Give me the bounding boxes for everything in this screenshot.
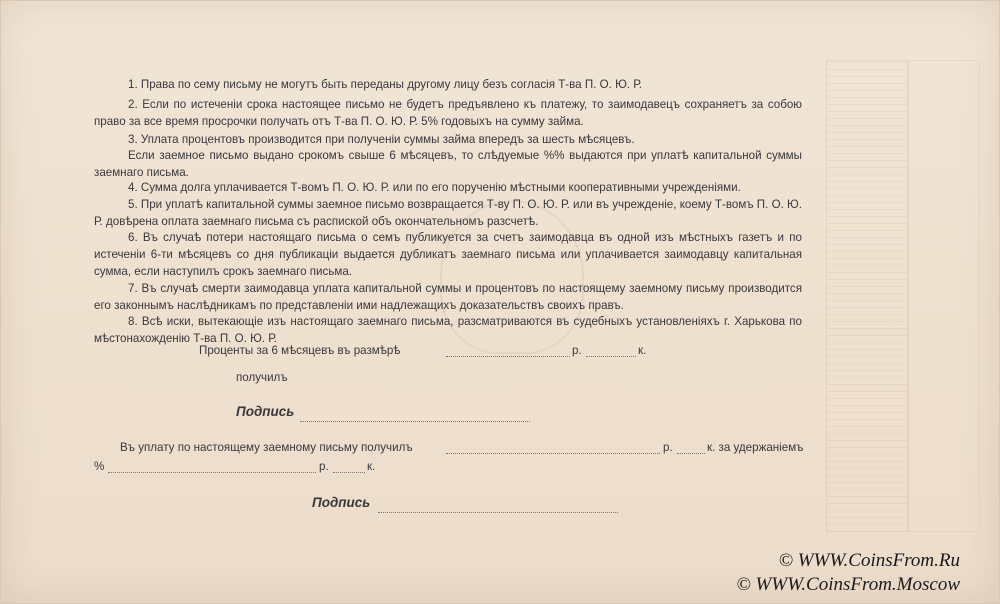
watermark-coinsfrom-moscow: © WWW.CoinsFrom.Moscow: [736, 574, 960, 595]
percent-kop-label: к.: [367, 460, 376, 473]
signature2-label: Подпись: [312, 495, 371, 510]
payment-kop-retained-label: к. за удержаніемъ: [707, 441, 804, 454]
ghost-border-strip-outer: [908, 60, 980, 532]
signature-label: Подпись: [236, 404, 295, 419]
payment-kop-blank: [677, 452, 705, 454]
signature2-blank: [378, 511, 618, 513]
clause-5: 5. При уплатѣ капитальной суммы заемное письмо возвращается Т-ву П. О. Ю. Р. или въ учрежденіе, коему Т-вомъ П. О. Ю. Р. довѣрена оплата заемнаго письма съ распиской объ окончательномъ разсчетѣ.: [94, 198, 802, 229]
percent-kop-blank: [333, 471, 365, 473]
payment-rub-blank: [446, 452, 660, 454]
percent-sign: %: [94, 460, 105, 473]
interest-rub-blank: [446, 355, 570, 357]
clause-6: 6. Въ случаѣ потери настоящаго письма о семъ публикуется за счетъ заимодавца въ одной изъ мѣстныхъ газетъ и по истеченіи 6-ти мѣсяцевъ со дня публикаціи выдается дубликатъ заемнаго письма или уплачивается заимодавцу капитальная сумма, если наступилъ срокъ заемнаго письма.: [94, 231, 802, 279]
payment-rub-label: р.: [663, 441, 673, 454]
clause-2: 2. Если по истеченіи срока настоящее письмо не будетъ предъявлено къ платежу, то заимодавецъ сохраняетъ за собою право за все время просрочки получать отъ Т-ва П. О. Ю. Р. 5% годовыхъ на сумму займа.: [94, 98, 802, 129]
interest-kop-label: к.: [638, 344, 647, 357]
interest-rub-label: р.: [572, 344, 582, 357]
percent-rub-blank: [108, 471, 316, 473]
clause-8: 8. Всѣ иски, вытекающіе изъ настоящаго заемнаго письма, разсматриваются въ судебныхъ установленіяхъ г. Харькова по мѣстонахожденію Т-ва П. О. Ю. Р.: [94, 315, 802, 346]
clause-3: 3. Уплата процентовъ производится при полученіи суммы займа впередъ за шесть мѣсяцевъ.: [128, 133, 635, 146]
interest-kop-blank: [586, 355, 636, 357]
ghost-border-strip: [826, 60, 908, 532]
clause-7: 7. Въ случаѣ смерти заимодавца уплата капитальной суммы и процентовъ по настоящему заемному письму производится его законнымъ наслѣдникамъ по представленіи ими надлежащихъ доказательствъ своихъ правъ.: [94, 282, 802, 313]
clause-1: 1. Права по сему письму не могутъ быть переданы другому лицу безъ согласія Т-ва П. О. Ю. Р.: [128, 78, 642, 91]
percent-rub-label: р.: [319, 460, 329, 473]
clause-4: 4. Сумма долга уплачивается Т-вомъ П. О. Ю. Р. или по его порученію мѣстными кооперативными учрежденіями.: [128, 181, 741, 194]
payment-label: Въ уплату по настоящему заемному письму получилъ: [120, 441, 413, 454]
interest-label: Проценты за 6 мѣсяцевъ въ размѣрѣ: [199, 344, 401, 357]
clause-3-note: Если заемное письмо выдано срокомъ свыше 6 мѣсяцевъ, то слѣдуемые %% выдаются при уплатѣ капитальной суммы заемнаго письма.: [94, 149, 802, 180]
received-label: получилъ: [236, 371, 288, 384]
signature-blank: [300, 420, 530, 422]
watermark-coinsfrom-ru: © WWW.CoinsFrom.Ru: [778, 550, 960, 571]
